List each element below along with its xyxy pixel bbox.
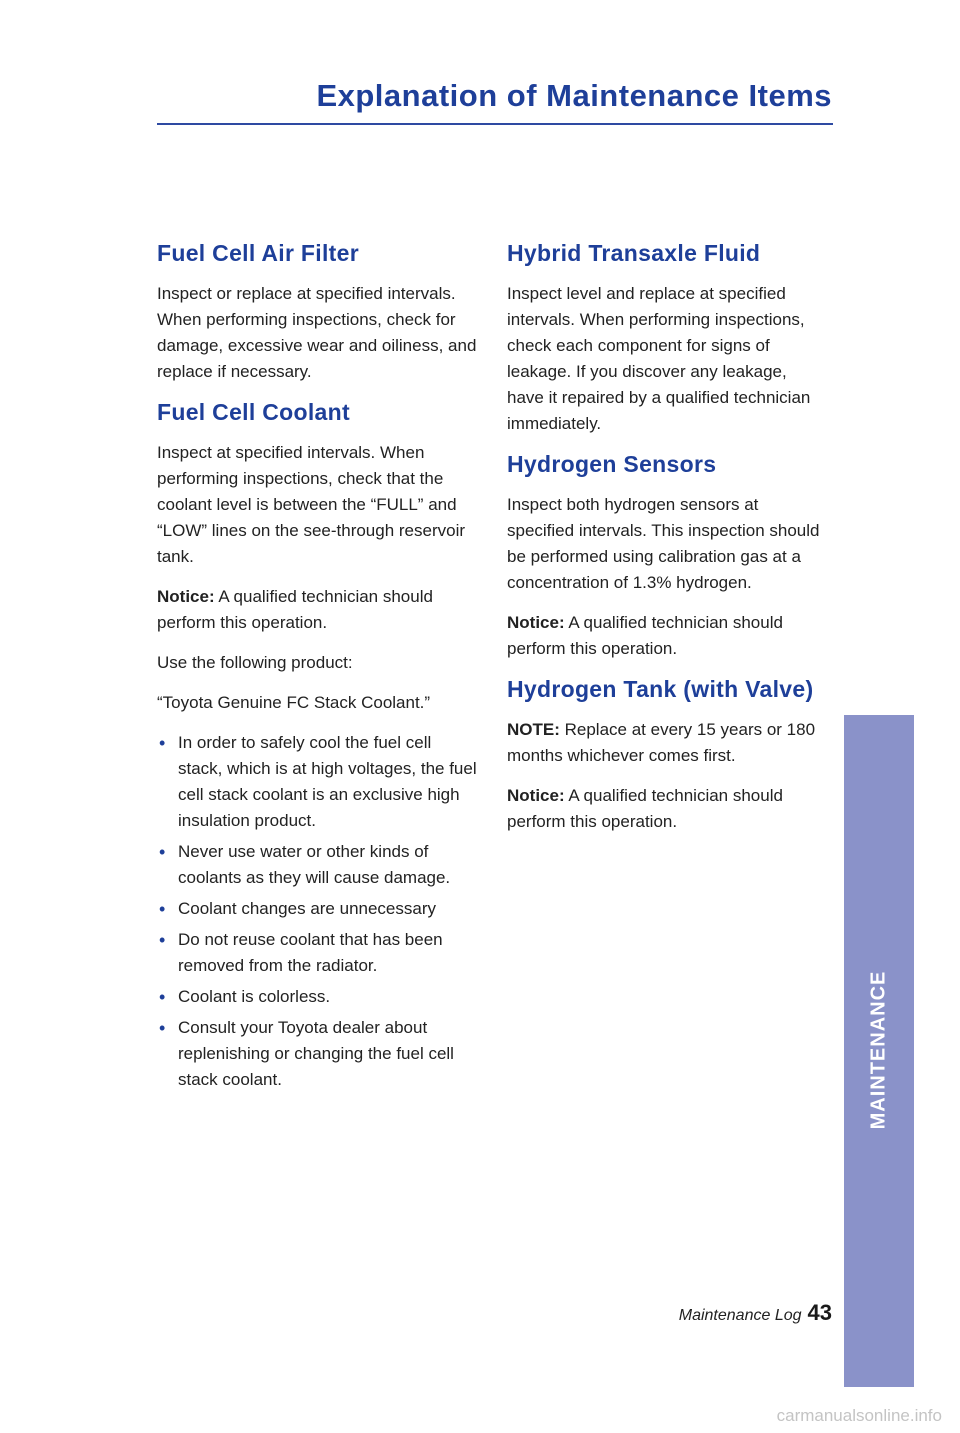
list-item bbox=[157, 1015, 477, 1093]
product-intro: Use the following product: bbox=[157, 653, 353, 672]
list-item-text: Do not reuse coolant that has been removed from the radiator. bbox=[178, 930, 443, 975]
note-paragraph bbox=[507, 717, 827, 769]
left-column bbox=[157, 240, 477, 1098]
list-item bbox=[157, 984, 477, 1010]
section-transaxle bbox=[507, 240, 827, 437]
notice-text: A qualified technician should perform this operation. bbox=[157, 587, 433, 632]
notice-paragraph bbox=[507, 783, 827, 835]
bullet-icon: • bbox=[159, 842, 166, 862]
section-hydrogen-sensors bbox=[507, 451, 827, 662]
section-body: Inspect at specified intervals. When performing inspections, check that the coolant level is between the “FULL” and “LOW” lines on the see-through reservoir tank. bbox=[157, 443, 466, 566]
title-divider bbox=[157, 123, 833, 125]
section-body: Inspect both hydrogen sensors at specified intervals. This inspection should be performed using calibration gas at a concentration of 1.3% hydrogen. bbox=[507, 495, 820, 592]
note-text: Replace at every 15 years or 180 months whichever comes first. bbox=[507, 720, 816, 765]
section-heading: Hybrid Transaxle Fluid bbox=[507, 240, 761, 266]
bullet-icon: • bbox=[159, 899, 166, 919]
coolant-bullet-list bbox=[157, 730, 477, 1093]
notice-label: Notice: bbox=[507, 613, 565, 632]
notice-paragraph bbox=[157, 584, 477, 636]
right-column bbox=[507, 240, 827, 849]
section-air-filter bbox=[157, 240, 477, 385]
list-item-text: Consult your Toyota dealer about replenishing or changing the fuel cell stack coolant. bbox=[178, 1018, 454, 1089]
list-item bbox=[157, 730, 477, 834]
page-title: Explanation of Maintenance Items bbox=[316, 78, 832, 113]
page-number: 43 bbox=[807, 1300, 832, 1325]
bullet-icon: • bbox=[159, 930, 166, 950]
note-label: NOTE: bbox=[507, 720, 560, 739]
product-name: “Toyota Genuine FC Stack Coolant.” bbox=[157, 693, 431, 712]
notice-text: A qualified technician should perform this operation. bbox=[507, 613, 783, 658]
bullet-icon: • bbox=[159, 733, 166, 753]
notice-text: A qualified technician should perform this operation. bbox=[507, 786, 783, 831]
list-item-text: In order to safely cool the fuel cell stack, which is at high voltages, the fuel cell stack coolant is an exclusive high insulation product. bbox=[178, 733, 477, 830]
section-body: Inspect level and replace at specified intervals. When performing inspections, check each component for signs of leakage. If you discover any leakage, have it repaired by a qualified technician immediately. bbox=[507, 284, 811, 433]
bullet-icon: • bbox=[159, 987, 166, 1007]
section-heading: Hydrogen Sensors bbox=[507, 451, 717, 477]
list-item-text: Never use water or other kinds of coolants as they will cause damage. bbox=[178, 842, 451, 887]
footer-text: Maintenance Log bbox=[678, 1307, 802, 1324]
notice-paragraph bbox=[507, 610, 827, 662]
list-item-text: Coolant is colorless. bbox=[178, 987, 331, 1006]
watermark: carmanualsonline.info bbox=[776, 1406, 942, 1425]
side-tab-label-container bbox=[844, 0, 914, 1433]
list-item bbox=[157, 896, 477, 922]
page-footer bbox=[679, 1300, 832, 1326]
notice-label: Notice: bbox=[507, 786, 565, 805]
section-coolant bbox=[157, 399, 477, 1093]
list-item-text: Coolant changes are unnecessary bbox=[178, 899, 436, 918]
section-heading: Fuel Cell Coolant bbox=[157, 399, 350, 425]
list-item bbox=[157, 927, 477, 979]
side-tab-label: MAINTENANCE bbox=[867, 970, 890, 1130]
bullet-icon: • bbox=[159, 1018, 166, 1038]
section-heading: Hydrogen Tank (with Valve) bbox=[507, 676, 814, 702]
section-body: Inspect or replace at specified intervals. When performing inspections, check for damage, excessive wear and oiliness, and replace if necessary. bbox=[157, 284, 477, 381]
section-hydrogen-tank bbox=[507, 676, 827, 835]
notice-label: Notice: bbox=[157, 587, 215, 606]
list-item bbox=[157, 839, 477, 891]
section-heading: Fuel Cell Air Filter bbox=[157, 240, 359, 266]
